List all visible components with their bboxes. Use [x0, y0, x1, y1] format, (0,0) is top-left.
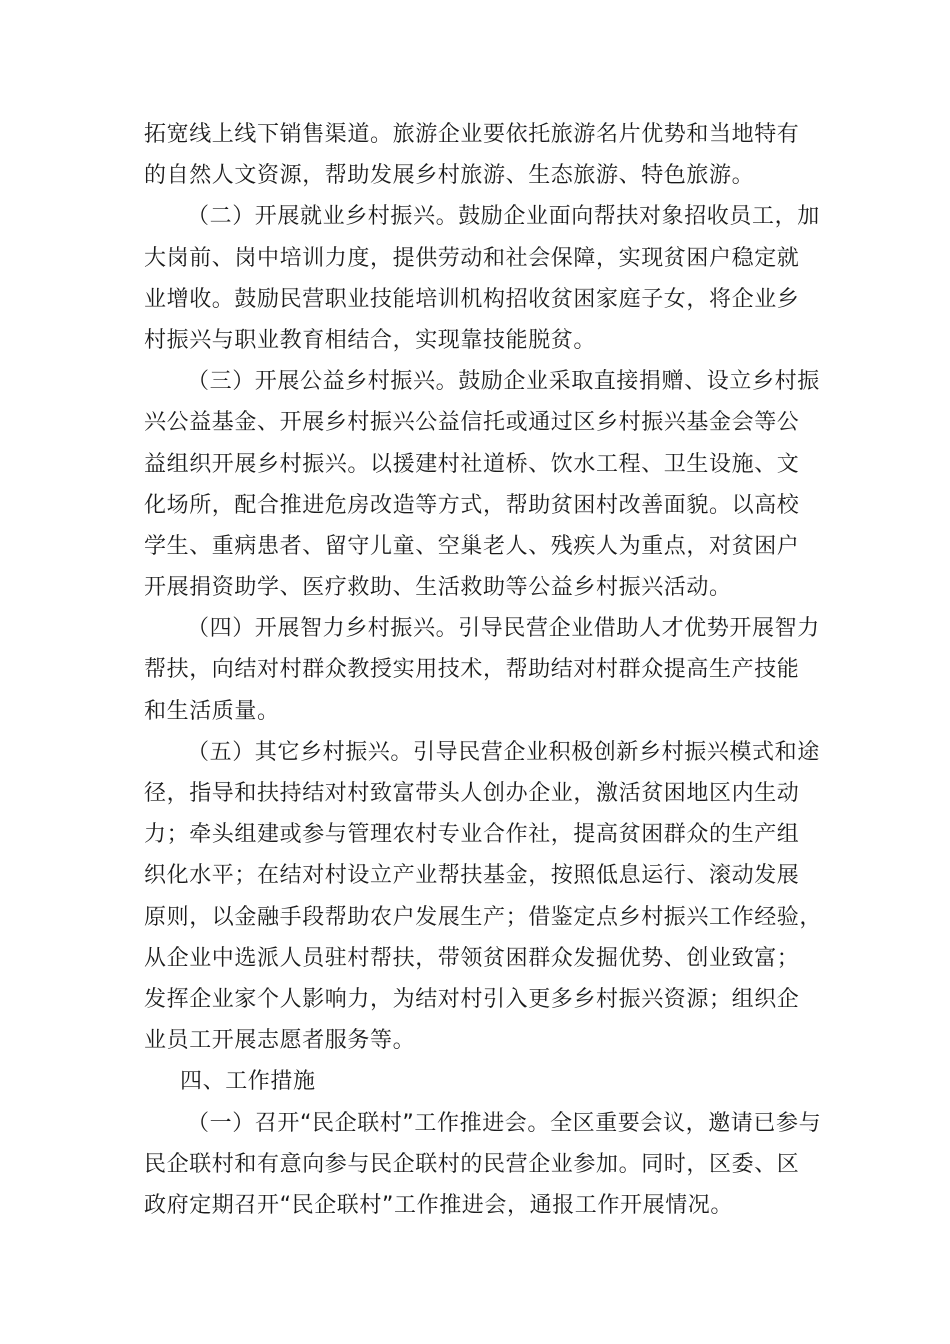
document-body	[144, 114, 834, 1226]
text-line: 开展捐资助学、医疗救助、生活救助等公益乡村振兴活动。	[144, 575, 732, 601]
text-line: 业员工开展志愿者服务等。	[144, 1028, 416, 1054]
paragraph-start-line: （四）开展智力乡村振兴。引导民营企业借助人才优势开展智力	[187, 616, 820, 642]
paragraph-start-line: （三）开展公益乡村振兴。鼓励企业采取直接捐赠、设立乡村振	[187, 369, 820, 395]
paragraph-start-line: （五）其它乡村振兴。引导民营企业积极创新乡村振兴模式和途	[187, 739, 820, 765]
text-line: 发挥企业家个人影响力，为结对村引入更多乡村振兴资源；组织企	[144, 986, 800, 1012]
text-line: 和生活质量。	[144, 698, 280, 724]
text-line: 兴公益基金、开展乡村振兴公益信托或通过区乡村振兴基金会等公	[144, 410, 800, 436]
text-line: 力；牵头组建或参与管理农村专业合作社，提高贫困群众的生产组	[144, 822, 800, 848]
text-line: 从企业中选派人员驻村帮扶，带领贫困群众发掘优势、创业致富；	[144, 945, 800, 971]
paragraph-start-line: （一）召开“民企联村”工作推进会。全区重要会议，邀请已参与	[187, 1110, 822, 1136]
paragraph-start-line: （二）开展就业乡村振兴。鼓励企业面向帮扶对象招收员工，加	[187, 204, 820, 230]
text-line: 原则，以金融手段帮助农户发展生产；借鉴定点乡村振兴工作经验，	[144, 904, 823, 930]
text-line: 政府定期召开“民企联村”工作推进会，通报工作开展情况。	[144, 1192, 733, 1218]
text-line: 民企联村和有意向参与民企联村的民营企业参加。同时，区委、区	[144, 1151, 800, 1177]
section-heading: 四、工作措施	[180, 1069, 316, 1095]
text-line: 帮扶，向结对村群众教授实用技术，帮助结对村群众提高生产技能	[144, 657, 800, 683]
text-line: 学生、重病患者、留守儿童、空巢老人、残疾人为重点，对贫困户	[144, 533, 800, 559]
text-line: 织化水平；在结对村设立产业帮扶基金，按照低息运行、滚动发展	[144, 863, 800, 889]
text-line: 业增收。鼓励民营职业技能培训机构招收贫困家庭子女，将企业乡	[144, 286, 800, 312]
text-line: 益组织开展乡村振兴。以援建村社道桥、饮水工程、卫生设施、文	[144, 451, 800, 477]
text-line: 村振兴与职业教育相结合，实现靠技能脱贫。	[144, 327, 597, 353]
text-line: 拓宽线上线下销售渠道。旅游企业要依托旅游名片优势和当地特有	[144, 122, 800, 147]
text-line: 的自然人文资源，帮助发展乡村旅游、生态旅游、特色旅游。	[144, 163, 755, 189]
text-line: 径，指导和扶持结对村致富带头人创办企业，激活贫困地区内生动	[144, 781, 800, 806]
text-line: 化场所，配合推进危房改造等方式，帮助贫困村改善面貌。以高校	[144, 492, 800, 518]
text-line: 大岗前、岗中培训力度，提供劳动和社会保障，实现贫困户稳定就	[144, 245, 800, 271]
